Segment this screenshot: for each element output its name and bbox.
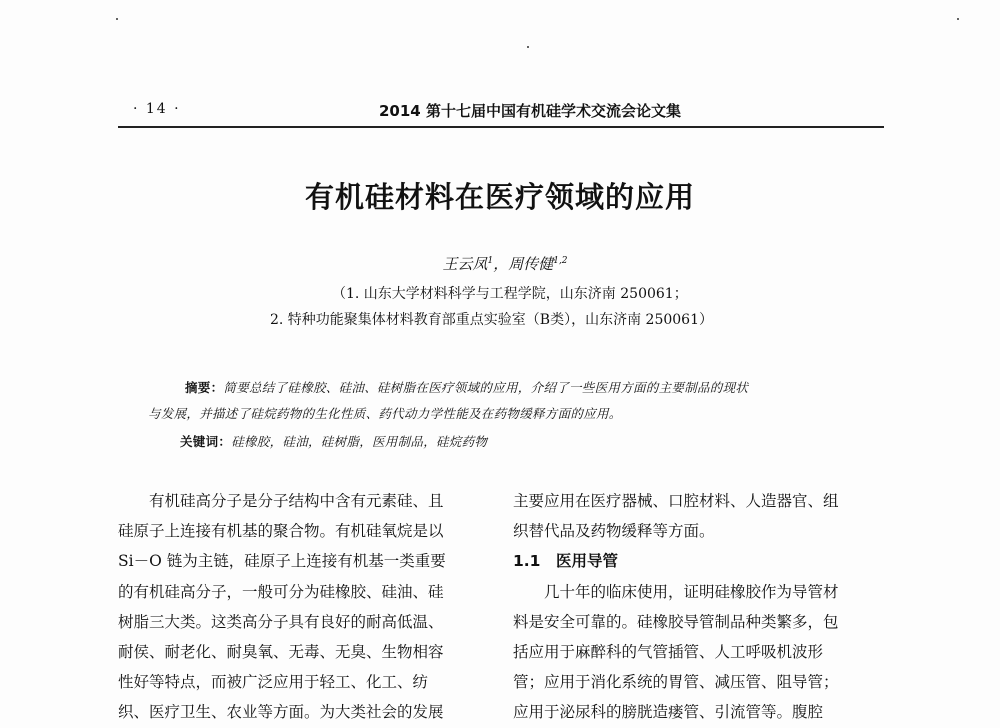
affiliation-marker: 1,2 bbox=[553, 256, 568, 266]
abstract-text: 简要总结了硅橡胶、硅油、硅树脂在医疗领域的应用，介绍了一些医用方面的主要制品的现状 bbox=[223, 380, 749, 395]
header-rule bbox=[118, 126, 884, 128]
running-header bbox=[0, 0, 1000, 130]
body-line: 应用于泌尿科的膀胱造瘘管、引流管等。腹腔 bbox=[513, 703, 824, 722]
keywords-text: 硅橡胶，硅油，硅树脂，医用制品，硅烷药物 bbox=[231, 434, 488, 449]
body-line: 管；应用于消化系统的胃管、减压管、阻导管； bbox=[513, 673, 839, 692]
author-name: 王云凤 bbox=[442, 255, 488, 273]
body-line: 几十年的临床使用，证明硅橡胶作为导管材 bbox=[513, 582, 839, 601]
body-line: 主要应用在医疗器械、口腔材料、人造器官、组 bbox=[513, 492, 839, 510]
body-line: 织、医疗卫生、农业等方面。为大类社会的发展 bbox=[118, 703, 444, 722]
keywords-label: 关键词： bbox=[180, 434, 232, 449]
affiliation-marker: 1 bbox=[487, 256, 494, 266]
body-column-left bbox=[118, 486, 480, 728]
body-line: 织替代品及药物缓释等方面。 bbox=[513, 522, 715, 541]
body-line: 有机硅高分子是分子结构中含有元素硅、且 bbox=[118, 492, 444, 510]
journal-title: 2014 第十七届中国有机硅学术交流会论文集 bbox=[379, 102, 681, 120]
author-name: 周传健 bbox=[508, 255, 554, 273]
body-line: 树脂三大类。这类高分子具有良好的耐高低温、 bbox=[118, 612, 444, 631]
body-line: 料是安全可靠的。硅橡胶导管制品种类繁多，包 bbox=[513, 612, 839, 631]
keywords bbox=[180, 432, 487, 450]
section-heading: 1.1 医用导管 bbox=[513, 552, 618, 571]
body-line: 耐侯、耐老化、耐臭氧、无毒、无臭、生物相容 bbox=[118, 642, 444, 661]
affiliation: 2. 特种功能聚集体材料教育部重点实验室（B类），山东济南 250061） bbox=[270, 312, 713, 328]
abstract-label: 摘要： bbox=[185, 380, 224, 395]
body-line: 的有机硅高分子，一般可分为硅橡胶、硅油、硅 bbox=[118, 582, 444, 601]
body-line: Si－O 链为主链，硅原子上连接有机基一类重要 bbox=[118, 552, 446, 571]
paper-title: 有机硅材料在医疗领域的应用 bbox=[304, 180, 695, 214]
abstract bbox=[185, 378, 748, 396]
abstract-continued: 与发展，并描述了硅烷药物的生化性质、药代动力学性能及在药物缓释方面的应用。 bbox=[148, 406, 622, 421]
body-line: 性好等特点，而被广泛应用于轻工、化工、纺 bbox=[118, 673, 429, 692]
author-line bbox=[0, 253, 1000, 274]
author-separator: ， bbox=[493, 255, 509, 273]
body-column-right bbox=[513, 486, 885, 728]
body-line: 括应用于麻醉科的气管插管、人工呼吸机波形 bbox=[513, 642, 824, 661]
body-line: 硅原子上连接有机基的聚合物。有机硅氧烷是以 bbox=[118, 522, 444, 541]
page-number: · 14 · bbox=[133, 101, 181, 117]
affiliation: （1. 山东大学材料科学与工程学院，山东济南 250061； bbox=[332, 286, 688, 302]
